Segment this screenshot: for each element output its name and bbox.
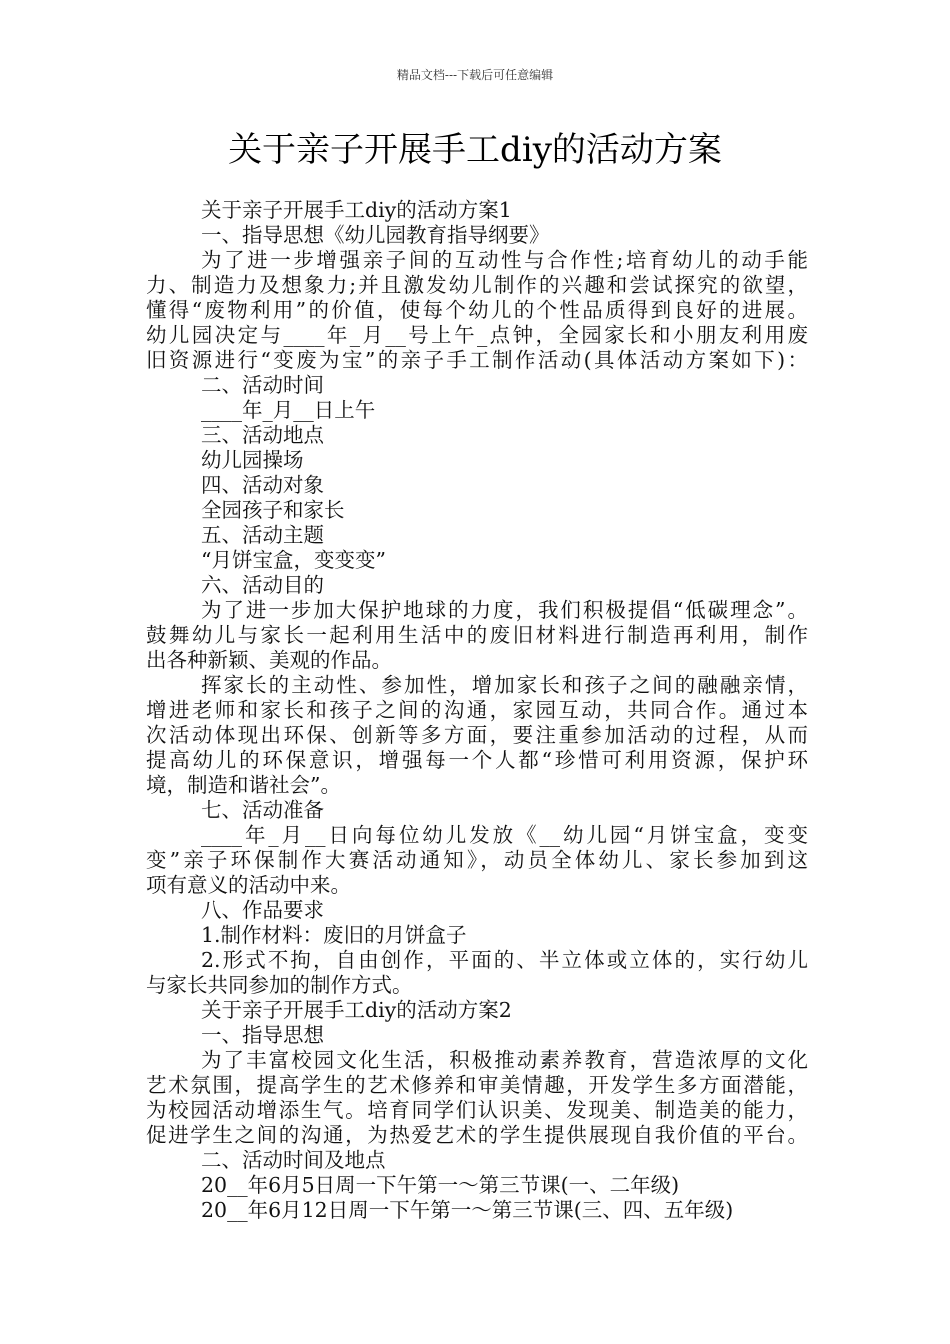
text-line: 一、指导思想 <box>201 1023 324 1047</box>
text-line: 七、活动准备 <box>201 798 324 822</box>
text-line: 旧资源进行“变废为宝”的亲子手工制作活动(具体活动方案如下)： <box>146 348 808 372</box>
text-line: 八、作品要求 <box>201 898 324 922</box>
text-line: 20__年6月12日周一下午第一～第三节课(三、四、五年级) <box>201 1198 734 1222</box>
text-line: 艺术氛围，提高学生的艺术修养和审美情趣，开发学生多方面潜能， <box>146 1073 808 1097</box>
text-line: 促进学生之间的沟通，为热爱艺术的学生提供展现自我价值的平台。 <box>146 1123 808 1147</box>
text-line: 挥家长的主动性、参加性，增加家长和孩子之间的融融亲情， <box>201 673 808 697</box>
text-line: 三、活动地点 <box>201 423 324 447</box>
text-line: 20__年6月5日周一下午第一～第三节课(一、二年级) <box>201 1173 680 1197</box>
text-line: 为了进一步加大保护地球的力度，我们积极提倡“低碳理念”。 <box>201 598 808 622</box>
text-line: 幼儿园操场 <box>201 448 304 472</box>
text-line: 幼儿园决定与____年_月__号上午_点钟，全园家长和小朋友利用废 <box>146 323 808 347</box>
text-line: 力、制造力及想象力;并且激发幼儿制作的兴趣和尝试探究的欲望， <box>146 273 808 297</box>
text-line: 为了进一步增强亲子间的互动性与合作性;培育幼儿的动手能 <box>201 248 808 272</box>
text-line: 五、活动主题 <box>201 523 324 547</box>
text-line: 全园孩子和家长 <box>201 498 345 522</box>
text-line: 六、活动目的 <box>201 573 324 597</box>
header-note: 精品文档---下载后可任意编辑 <box>396 68 554 82</box>
text-line: 关于亲子开展手工diy的活动方案1 <box>201 198 512 222</box>
text-line: 为了丰富校园文化生活，积极推动素养教育，营造浓厚的文化 <box>201 1048 808 1072</box>
document-body <box>146 198 808 1223</box>
text-line: 提高幼儿的环保意识，增强每一个人都“珍惜可利用资源，保护环 <box>146 748 808 772</box>
text-line: 增进老师和家长和孩子之间的沟通，家园互动，共同合作。通过本 <box>146 698 808 722</box>
text-line: “月饼宝盒，变变变” <box>201 548 386 572</box>
text-line: 2.形式不拘，自由创作，平面的、半立体或立体的，实行幼儿 <box>201 948 808 972</box>
text-line: 鼓舞幼儿与家长一起利用生活中的废旧材料进行制造再利用，制作 <box>146 623 808 647</box>
text-line: 出各种新颖、美观的作品。 <box>146 648 392 672</box>
text-line: 1.制作材料：废旧的月饼盒子 <box>201 923 467 947</box>
text-line: 为校园活动增添生气。培育同学们认识美、发现美、制造美的能力， <box>146 1098 808 1122</box>
text-line: 二、活动时间 <box>201 373 324 397</box>
text-line: ____年_月__日上午 <box>201 398 376 422</box>
text-line: 四、活动对象 <box>201 473 324 497</box>
text-line: ____年_月__日向每位幼儿发放《__幼儿园“月饼宝盒，变变 <box>201 823 808 847</box>
text-line: 境，制造和谐社会”。 <box>146 773 341 797</box>
text-line: 懂得“废物利用”的价值，使每个幼儿的个性品质得到良好的进展。 <box>146 298 808 322</box>
text-line: 与家长共同参加的制作方式。 <box>146 973 413 997</box>
document-title: 关于亲子开展手工diy的活动方案 <box>228 130 722 170</box>
text-line: 次活动体现出环保、创新等多方面，要注重参加活动的过程，从而 <box>146 723 808 747</box>
text-line: 二、活动时间及地点 <box>201 1148 386 1172</box>
text-line: 项有意义的活动中来。 <box>146 873 351 897</box>
text-line: 一、指导思想《幼儿园教育指导纲要》 <box>201 223 550 247</box>
text-line: 关于亲子开展手工diy的活动方案2 <box>201 998 512 1022</box>
text-line: 变”亲子环保制作大赛活动通知》，动员全体幼儿、家长参加到这 <box>146 848 808 872</box>
